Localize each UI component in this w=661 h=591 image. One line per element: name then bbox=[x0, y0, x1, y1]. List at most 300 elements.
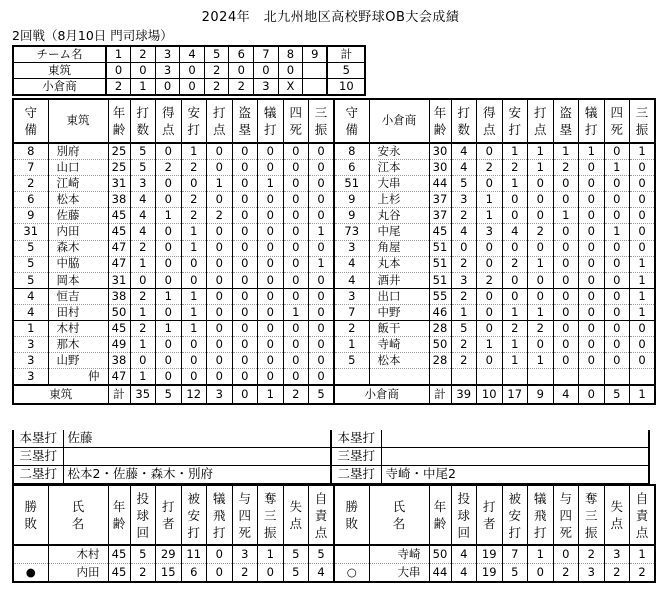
batter-stat: 2 bbox=[451, 256, 477, 272]
batter-stat: 1 bbox=[181, 224, 207, 240]
team-total-stat: 0 bbox=[579, 385, 605, 404]
batter-age: 46 bbox=[429, 304, 451, 320]
batter-stat: 2 bbox=[502, 321, 528, 337]
batter-name: 木村 bbox=[48, 321, 108, 337]
batter-position: 9 bbox=[334, 208, 369, 224]
batter-age: 28 bbox=[429, 353, 451, 369]
batter-name: 丸本 bbox=[369, 256, 429, 272]
batter-position: 3 bbox=[13, 353, 48, 369]
pitching-stat-header: 打 者 bbox=[156, 485, 182, 545]
batter-stat: 3 bbox=[130, 176, 156, 192]
batter-stat: 0 bbox=[232, 272, 258, 288]
batter-stat: 2 bbox=[502, 256, 528, 272]
batter-stat: 1 bbox=[181, 143, 207, 160]
inning-score: 0 bbox=[229, 63, 254, 79]
pitcher-stat: 4 bbox=[451, 545, 477, 564]
batter-stat: 0 bbox=[309, 143, 335, 160]
team-total-stat: 3 bbox=[207, 385, 233, 404]
batter-age: 47 bbox=[108, 256, 130, 272]
batter-stat: 0 bbox=[130, 272, 156, 288]
batting-stat-header: 安 打 bbox=[502, 99, 528, 143]
batter-stat: 0 bbox=[579, 208, 605, 224]
batter-stat: 0 bbox=[553, 304, 579, 320]
batter-stat: 4 bbox=[451, 143, 477, 160]
batter-stat: 4 bbox=[451, 224, 477, 240]
batter-stat: 0 bbox=[258, 192, 284, 208]
batter-stat: 0 bbox=[528, 337, 554, 353]
batter-stat: 0 bbox=[477, 321, 503, 337]
batting-stat-header: 犠 打 bbox=[258, 99, 284, 143]
batter-stat: 0 bbox=[181, 353, 207, 369]
batter-stat: 1 bbox=[477, 192, 503, 208]
batter-stat: 2 bbox=[477, 272, 503, 288]
batter-stat: 0 bbox=[232, 288, 258, 304]
batter-stat: 2 bbox=[130, 288, 156, 304]
batter-stat: 0 bbox=[309, 288, 335, 304]
batter-stat: 0 bbox=[207, 224, 233, 240]
batter-age: 38 bbox=[108, 353, 130, 369]
batter-stat: 0 bbox=[502, 272, 528, 288]
batter-stat: 0 bbox=[283, 369, 309, 386]
batter-age: 45 bbox=[108, 224, 130, 240]
batter-name: 中尾 bbox=[369, 224, 429, 240]
batter-stat: 1 bbox=[630, 304, 656, 320]
batter-stat: 0 bbox=[232, 337, 258, 353]
batter-stat: 0 bbox=[283, 160, 309, 176]
inning-header: 3 bbox=[155, 46, 180, 63]
hit-type-label: 本塁打 bbox=[331, 430, 381, 448]
batter-stat: 0 bbox=[258, 369, 284, 386]
batter-stat: 0 bbox=[232, 304, 258, 320]
batter-name: 恒吉 bbox=[48, 288, 108, 304]
batting-stat-header: 打 数 bbox=[451, 99, 477, 143]
batter-stat: 0 bbox=[258, 143, 284, 160]
batting-row bbox=[13, 272, 655, 288]
batting-stat-header: 打 点 bbox=[207, 99, 233, 143]
inning-header: 7 bbox=[254, 46, 279, 63]
batter-stat: 0 bbox=[579, 353, 605, 369]
hit-type-label: 本塁打 bbox=[13, 430, 63, 448]
result-header: 勝 敗 bbox=[334, 485, 369, 545]
batter-stat: 1 bbox=[451, 304, 477, 320]
batter-position: 9 bbox=[334, 192, 369, 208]
pitcher-stat: 5 bbox=[502, 564, 528, 583]
totals-team-name: 小倉商 bbox=[334, 385, 429, 404]
batter-stat: 1 bbox=[630, 143, 656, 160]
pitching-stat-header: 打 者 bbox=[477, 485, 503, 545]
inning-score: 2 bbox=[229, 79, 254, 96]
pitcher-stat: 7 bbox=[502, 545, 528, 564]
age-header: 年 齢 bbox=[429, 485, 451, 545]
batter-stat: 0 bbox=[258, 208, 284, 224]
batter-stat: 0 bbox=[477, 288, 503, 304]
batter-name: 那木 bbox=[48, 337, 108, 353]
batter-stat: 0 bbox=[309, 176, 335, 192]
batter-stat: 2 bbox=[528, 224, 554, 240]
batter-name: 上杉 bbox=[369, 192, 429, 208]
batter-stat: 0 bbox=[309, 272, 335, 288]
batter-age: 30 bbox=[429, 160, 451, 176]
batter-stat: 0 bbox=[207, 143, 233, 160]
batter-name: 松本 bbox=[48, 192, 108, 208]
hit-players bbox=[381, 430, 649, 448]
batter-stat: 0 bbox=[309, 337, 335, 353]
batter-stat: 0 bbox=[283, 337, 309, 353]
batter-stat: 0 bbox=[477, 240, 503, 256]
pitching-stat-header: 投 球 回 bbox=[130, 485, 156, 545]
batter-stat: 0 bbox=[604, 304, 630, 320]
batter-stat: 0 bbox=[181, 272, 207, 288]
batter-stat bbox=[477, 369, 503, 386]
batter-position: 3 bbox=[13, 369, 48, 386]
batter-stat: 0 bbox=[502, 208, 528, 224]
batter-stat: 1 bbox=[156, 321, 182, 337]
batter-stat: 1 bbox=[477, 337, 503, 353]
batter-stat: 2 bbox=[130, 321, 156, 337]
pitcher-name: 木村 bbox=[48, 545, 108, 564]
linescore-team-header: チーム名 bbox=[13, 46, 106, 63]
batter-stat: 0 bbox=[207, 160, 233, 176]
extra-base-hits-table bbox=[12, 430, 650, 485]
batter-stat: 0 bbox=[477, 176, 503, 192]
batter-stat: 1 bbox=[258, 176, 284, 192]
batter-stat: 2 bbox=[181, 192, 207, 208]
pitching-stat-header: 与 四 死 bbox=[232, 485, 258, 545]
batter-stat: 1 bbox=[553, 208, 579, 224]
batter-stat: 2 bbox=[451, 288, 477, 304]
batter-stat: 0 bbox=[553, 256, 579, 272]
batter-age: 44 bbox=[429, 176, 451, 192]
batter-stat: 0 bbox=[258, 321, 284, 337]
batter-name: 仲 bbox=[48, 369, 108, 386]
batter-stat: 0 bbox=[232, 143, 258, 160]
batter-stat: 0 bbox=[309, 369, 335, 386]
batter-stat: 0 bbox=[258, 272, 284, 288]
batter-stat: 0 bbox=[309, 353, 335, 369]
batter-stat: 0 bbox=[156, 240, 182, 256]
batter-stat: 0 bbox=[283, 256, 309, 272]
batter-stat: 0 bbox=[309, 192, 335, 208]
pitcher-name: 内田 bbox=[48, 564, 108, 583]
batter-stat: 1 bbox=[207, 176, 233, 192]
batter-stat: 0 bbox=[283, 353, 309, 369]
batter-stat: 0 bbox=[604, 192, 630, 208]
batter-stat: 0 bbox=[553, 272, 579, 288]
batter-name: 中脇 bbox=[48, 256, 108, 272]
inning-score: 0 bbox=[278, 63, 303, 79]
pitching-stat-header: 失 点 bbox=[604, 485, 630, 545]
age-header: 年 齢 bbox=[429, 99, 451, 143]
batter-stat: 4 bbox=[451, 160, 477, 176]
batter-stat: 0 bbox=[232, 224, 258, 240]
batter-stat: 1 bbox=[477, 208, 503, 224]
batter-stat: 0 bbox=[181, 369, 207, 386]
pitching-stat-header: 奪 三 振 bbox=[579, 485, 605, 545]
batter-age: 30 bbox=[429, 143, 451, 160]
batter-stat: 0 bbox=[309, 208, 335, 224]
batter-name: 寺崎 bbox=[369, 337, 429, 353]
batting-stat-header: 四 死 bbox=[283, 99, 309, 143]
batter-age: 55 bbox=[429, 288, 451, 304]
team-total-stat: 9 bbox=[528, 385, 554, 404]
pitcher-age: 50 bbox=[429, 545, 451, 564]
batter-stat: 2 bbox=[130, 240, 156, 256]
batter-stat: 0 bbox=[258, 240, 284, 256]
inning-score: 2 bbox=[204, 79, 229, 96]
batter-stat: 0 bbox=[630, 192, 656, 208]
pitching-row bbox=[13, 545, 655, 564]
linescore-team-row bbox=[13, 79, 365, 96]
batter-stat: 0 bbox=[156, 176, 182, 192]
game-info: 2回戦（8月10日 門司球場） bbox=[12, 28, 173, 43]
result-mark bbox=[13, 545, 48, 564]
batter-name bbox=[369, 369, 429, 386]
team-total-stat: 39 bbox=[451, 385, 477, 404]
batting-row bbox=[13, 288, 655, 304]
batter-stat: 0 bbox=[477, 304, 503, 320]
batter-stat: 0 bbox=[258, 160, 284, 176]
batter-age: 45 bbox=[108, 321, 130, 337]
batter-stat: 4 bbox=[130, 208, 156, 224]
batting-stat-header: 四 死 bbox=[604, 99, 630, 143]
pitching-stat-header: 被 安 打 bbox=[502, 485, 528, 545]
batter-stat: 0 bbox=[604, 288, 630, 304]
inning-score: 0 bbox=[131, 63, 156, 79]
pitcher-stat: 4 bbox=[309, 564, 335, 583]
pitcher-stat: 2 bbox=[604, 564, 630, 583]
batter-stat: 0 bbox=[207, 304, 233, 320]
batter-stat: 1 bbox=[579, 143, 605, 160]
extra-base-hit-row bbox=[13, 448, 649, 466]
batter-stat: 0 bbox=[283, 176, 309, 192]
hit-type-label: 三塁打 bbox=[331, 448, 381, 466]
batter-stat: 0 bbox=[232, 353, 258, 369]
batter-stat: 0 bbox=[283, 224, 309, 240]
batter-name: 別府 bbox=[48, 143, 108, 160]
batting-stat-header: 打 数 bbox=[130, 99, 156, 143]
batter-stat: 0 bbox=[630, 353, 656, 369]
batter-stat bbox=[451, 369, 477, 386]
batting-row bbox=[13, 256, 655, 272]
age-header: 年 齢 bbox=[108, 485, 130, 545]
pitcher-name: 寺崎 bbox=[369, 545, 429, 564]
batter-stat: 0 bbox=[553, 337, 579, 353]
batter-name: 江崎 bbox=[48, 176, 108, 192]
batting-row bbox=[13, 192, 655, 208]
batter-position: 5 bbox=[13, 256, 48, 272]
batter-position: 4 bbox=[334, 256, 369, 272]
batting-row bbox=[13, 143, 655, 160]
inning-score: 0 bbox=[254, 63, 279, 79]
pitching-stat-header: 与 四 死 bbox=[553, 485, 579, 545]
batter-stat: 0 bbox=[181, 176, 207, 192]
batter-age: 28 bbox=[429, 321, 451, 337]
batting-header-row bbox=[13, 99, 655, 143]
linescore-team-total: 5 bbox=[327, 63, 365, 79]
batting-row bbox=[13, 224, 655, 240]
batter-age: 47 bbox=[108, 240, 130, 256]
batter-stat: 5 bbox=[451, 321, 477, 337]
batter-stat: 0 bbox=[604, 337, 630, 353]
pitcher-stat: 3 bbox=[604, 545, 630, 564]
batter-position: 7 bbox=[13, 160, 48, 176]
result-mark: ○ bbox=[334, 564, 369, 583]
batter-age: 25 bbox=[108, 160, 130, 176]
pitcher-stat: 6 bbox=[181, 564, 207, 583]
batter-stat: 0 bbox=[283, 321, 309, 337]
batter-stat: 0 bbox=[258, 353, 284, 369]
hit-type-label: 三塁打 bbox=[13, 448, 63, 466]
batter-stat: 1 bbox=[156, 208, 182, 224]
pitcher-stat: 3 bbox=[232, 545, 258, 564]
batter-stat: 2 bbox=[502, 160, 528, 176]
inning-score: 2 bbox=[106, 79, 131, 96]
batter-stat: 1 bbox=[528, 304, 554, 320]
batter-age: 49 bbox=[108, 337, 130, 353]
batter-stat: 0 bbox=[579, 321, 605, 337]
pitcher-stat: 11 bbox=[181, 545, 207, 564]
batter-position: 1 bbox=[13, 321, 48, 337]
team-total-stat: 10 bbox=[477, 385, 503, 404]
hit-type-label: 二塁打 bbox=[13, 466, 63, 485]
batter-stat: 1 bbox=[130, 304, 156, 320]
batter-stat: 0 bbox=[283, 143, 309, 160]
batter-stat: 2 bbox=[181, 208, 207, 224]
extra-base-hit-row bbox=[13, 466, 649, 485]
batter-stat: 2 bbox=[181, 160, 207, 176]
inning-score: 3 bbox=[155, 63, 180, 79]
batter-stat: 0 bbox=[477, 353, 503, 369]
batter-position: 5 bbox=[13, 240, 48, 256]
pitcher-stat: 2 bbox=[630, 564, 656, 583]
batter-position: 2 bbox=[334, 321, 369, 337]
batter-position: 7 bbox=[334, 304, 369, 320]
batter-stat: 4 bbox=[130, 224, 156, 240]
batter-stat: 0 bbox=[156, 337, 182, 353]
pitching-row bbox=[13, 564, 655, 583]
inning-score: 2 bbox=[204, 63, 229, 79]
batting-stat-header: 得 点 bbox=[477, 99, 503, 143]
batter-name: 田村 bbox=[48, 304, 108, 320]
batter-stat: 0 bbox=[553, 176, 579, 192]
batting-stat-header: 得 点 bbox=[156, 99, 182, 143]
batter-position: 4 bbox=[13, 304, 48, 320]
batter-stat: 1 bbox=[528, 353, 554, 369]
batter-stat: 0 bbox=[207, 353, 233, 369]
batter-stat: 0 bbox=[553, 353, 579, 369]
inning-score bbox=[303, 79, 328, 96]
batter-stat: 1 bbox=[502, 353, 528, 369]
batter-stat: 0 bbox=[283, 272, 309, 288]
batter-position: 5 bbox=[13, 272, 48, 288]
batter-stat: 0 bbox=[283, 192, 309, 208]
batter-stat: 0 bbox=[579, 272, 605, 288]
pitcher-stat: 3 bbox=[579, 564, 605, 583]
batter-name: 丸谷 bbox=[369, 208, 429, 224]
team-total-stat: 5 bbox=[309, 385, 335, 404]
batter-stat: 0 bbox=[604, 353, 630, 369]
pitching-stat-header: 投 球 回 bbox=[451, 485, 477, 545]
pitcher-stat: 0 bbox=[553, 545, 579, 564]
result-mark: ● bbox=[13, 564, 48, 583]
linescore-total-header: 計 bbox=[327, 46, 365, 63]
batter-stat: 5 bbox=[451, 176, 477, 192]
batter-position: 1 bbox=[334, 337, 369, 353]
linescore-header-row bbox=[13, 46, 365, 63]
batter-stat: 0 bbox=[579, 304, 605, 320]
batting-stat-header: 犠 打 bbox=[579, 99, 605, 143]
batting-stat-header: 打 点 bbox=[528, 99, 554, 143]
pitcher-stat: 29 bbox=[156, 545, 182, 564]
batter-stat: 0 bbox=[207, 192, 233, 208]
hit-players: 佐藤 bbox=[63, 430, 331, 448]
pitcher-age: 45 bbox=[108, 564, 130, 583]
batting-stat-header: 盗 塁 bbox=[553, 99, 579, 143]
linescore-team-row bbox=[13, 63, 365, 79]
extra-base-hit-row bbox=[13, 430, 649, 448]
batter-stat: 1 bbox=[502, 176, 528, 192]
pitcher-stat: 19 bbox=[477, 545, 503, 564]
pitcher-stat: 1 bbox=[630, 545, 656, 564]
team-total-stat: 5 bbox=[156, 385, 182, 404]
pitching-table bbox=[12, 484, 656, 583]
batter-age: 31 bbox=[108, 176, 130, 192]
batter-stat: 0 bbox=[604, 176, 630, 192]
pitching-stat-header: 被 安 打 bbox=[181, 485, 207, 545]
inning-score: 0 bbox=[180, 63, 205, 79]
totals-label: 計 bbox=[429, 385, 451, 404]
batter-stat: 0 bbox=[207, 369, 233, 386]
linescore-team-total: 10 bbox=[327, 79, 365, 96]
batter-name: 内田 bbox=[48, 224, 108, 240]
batting-row bbox=[13, 337, 655, 353]
batter-stat: 0 bbox=[528, 288, 554, 304]
batter-age bbox=[429, 369, 451, 386]
batter-stat: 1 bbox=[283, 304, 309, 320]
batter-stat: 0 bbox=[156, 192, 182, 208]
batting-stat-header: 安 打 bbox=[181, 99, 207, 143]
batter-stat bbox=[528, 369, 554, 386]
batter-age: 47 bbox=[108, 369, 130, 386]
batting-stat-header: 三 振 bbox=[309, 99, 335, 143]
result-header: 勝 敗 bbox=[13, 485, 48, 545]
batter-position: 3 bbox=[334, 240, 369, 256]
batter-stat: 3 bbox=[477, 224, 503, 240]
batter-stat: 1 bbox=[630, 272, 656, 288]
batter-stat: 0 bbox=[207, 337, 233, 353]
pitcher-stat: 0 bbox=[528, 564, 554, 583]
batter-position: 3 bbox=[13, 337, 48, 353]
batter-name: 岡本 bbox=[48, 272, 108, 288]
pitcher-stat: 5 bbox=[309, 545, 335, 564]
batter-position: 73 bbox=[334, 224, 369, 240]
batting-stat-header: 盗 塁 bbox=[232, 99, 258, 143]
batter-stat: 1 bbox=[604, 224, 630, 240]
batter-stat: 1 bbox=[181, 321, 207, 337]
batter-name: 大串 bbox=[369, 176, 429, 192]
batting-row bbox=[13, 369, 655, 386]
pitcher-stat: 0 bbox=[207, 545, 233, 564]
team-total-stat: 1 bbox=[258, 385, 284, 404]
team-total-stat: 4 bbox=[553, 385, 579, 404]
team-total-stat: 17 bbox=[502, 385, 528, 404]
batter-stat: 0 bbox=[528, 240, 554, 256]
batting-team-name: 東筑 bbox=[48, 99, 108, 143]
batter-stat: 0 bbox=[528, 192, 554, 208]
batter-stat: 0 bbox=[553, 321, 579, 337]
batter-stat: 0 bbox=[528, 272, 554, 288]
batting-row bbox=[13, 160, 655, 176]
